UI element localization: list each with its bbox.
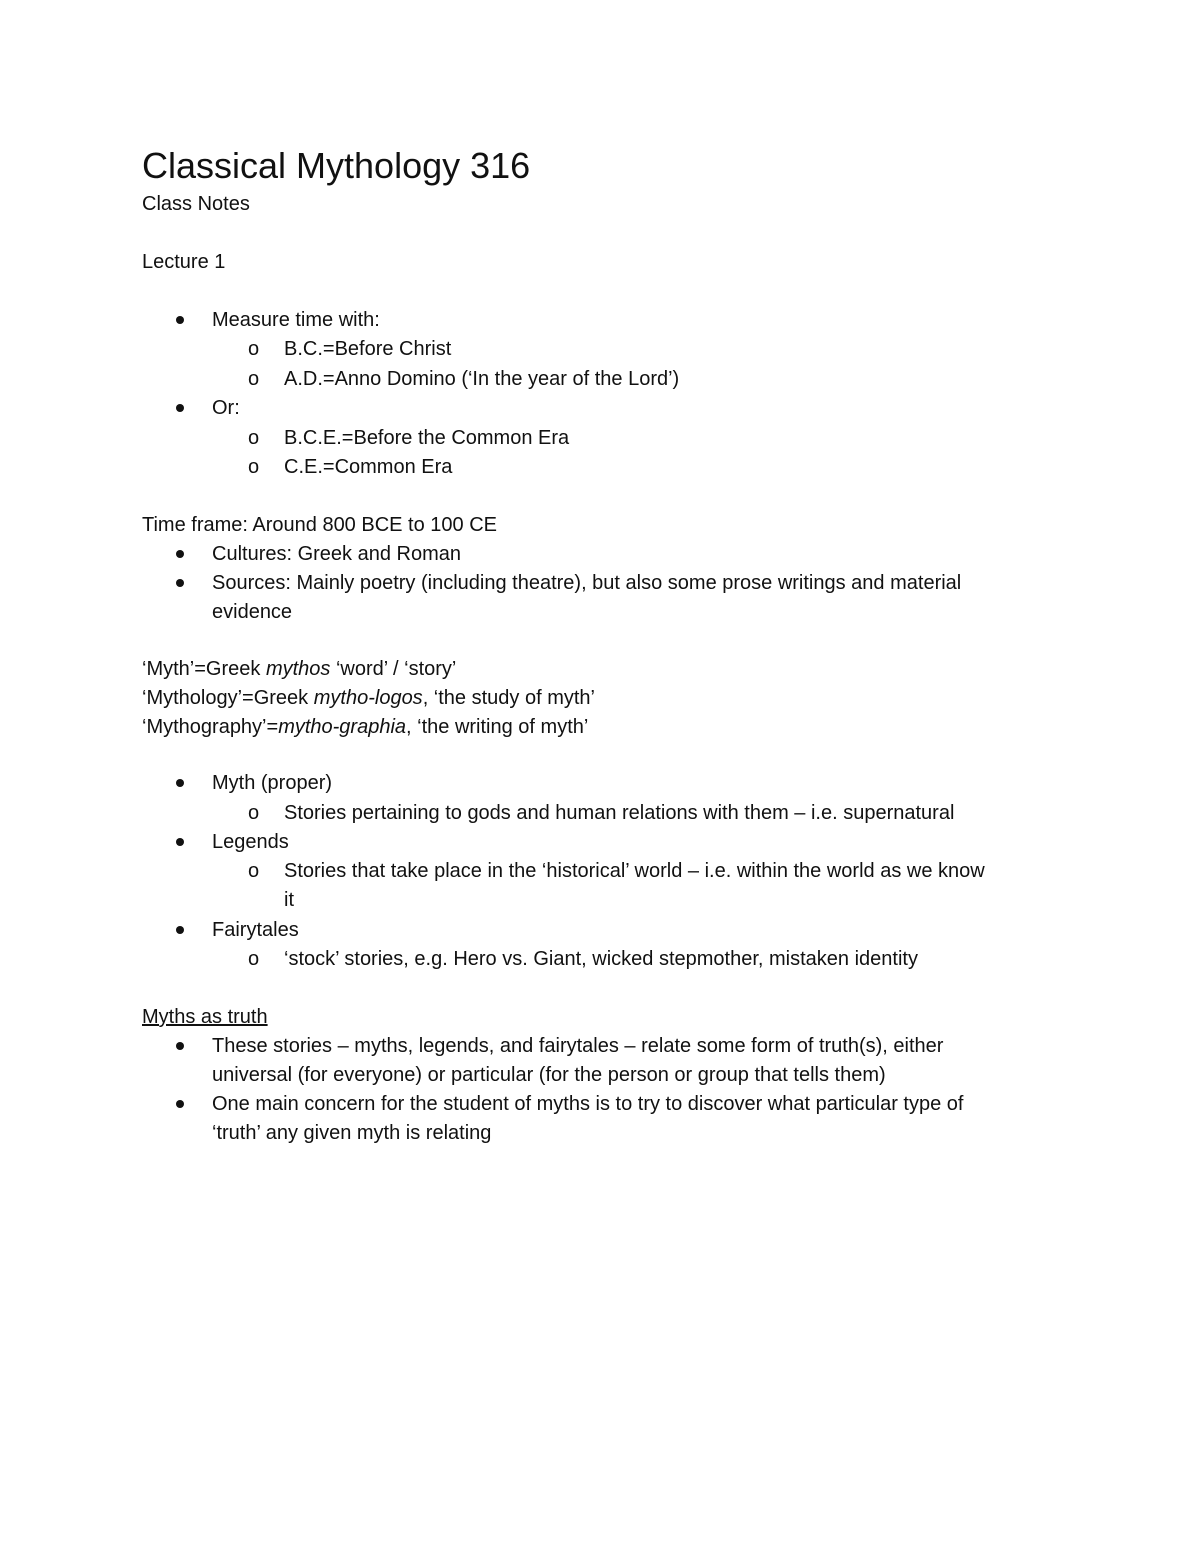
definition-myth — [142, 655, 456, 684]
bullet-dot-icon — [176, 316, 184, 324]
list-item: Stories that take place in the ‘historical’ world – i.e. within the world as we know — [284, 860, 985, 882]
document-subtitle: Class Notes — [142, 193, 250, 215]
list-item-continuation: universal (for everyone) or particular (for the person or group that tells them) — [212, 1064, 886, 1086]
bullet-dot-icon — [176, 550, 184, 558]
circle-bullet-icon: o — [248, 456, 260, 478]
list-item: C.E.=Common Era — [284, 456, 453, 478]
circle-bullet-icon: o — [248, 368, 260, 390]
definition-term: mytho-graphia — [278, 716, 407, 738]
bullet-dot-icon — [176, 926, 184, 934]
list-item: Legends — [212, 831, 289, 853]
definition-text: , ‘the writing of myth’ — [406, 716, 589, 738]
lecture-heading: Lecture 1 — [142, 251, 226, 273]
list-item: These stories – myths, legends, and fairytales – relate some form of truth(s), either — [212, 1035, 944, 1057]
circle-bullet-icon: o — [248, 802, 260, 824]
definition-text: ‘Myth’=Greek — [142, 658, 266, 680]
list-item-continuation: ‘truth’ any given myth is relating — [212, 1122, 492, 1144]
list-item: Fairytales — [212, 919, 299, 941]
list-item: B.C.=Before Christ — [284, 338, 452, 360]
list-item: ‘stock’ stories, e.g. Hero vs. Giant, wicked stepmother, mistaken identity — [284, 948, 918, 970]
list-item: One main concern for the student of myths is to try to discover what particular type of — [212, 1093, 964, 1115]
document-title: Classical Mythology 316 — [142, 145, 531, 186]
definition-mythography — [142, 713, 588, 742]
bullet-dot-icon — [176, 779, 184, 787]
definition-text: ‘word’ / ‘story’ — [330, 658, 457, 680]
circle-bullet-icon: o — [248, 860, 260, 882]
bullet-dot-icon — [176, 404, 184, 412]
bullet-dot-icon — [176, 1100, 184, 1108]
definition-text: ‘Mythography’= — [142, 716, 279, 738]
circle-bullet-icon: o — [248, 338, 260, 360]
list-item: Stories pertaining to gods and human relations with them – i.e. supernatural — [284, 802, 955, 824]
definition-text: ‘Mythology’=Greek — [142, 687, 314, 709]
definition-text: , ‘the study of myth’ — [422, 687, 595, 709]
circle-bullet-icon: o — [248, 427, 260, 449]
definition-mythology — [142, 684, 595, 713]
circle-bullet-icon: o — [248, 948, 260, 970]
list-item-continuation: evidence — [212, 601, 293, 623]
list-item: Or: — [212, 397, 240, 419]
list-item-continuation: it — [284, 889, 294, 911]
list-item: A.D.=Anno Domino (‘In the year of the Lord’) — [284, 368, 680, 390]
list-item: Myth (proper) — [212, 772, 333, 794]
definition-term: mytho-logos — [313, 687, 423, 709]
section-heading: Myths as truth — [142, 1006, 268, 1028]
bullet-dot-icon — [176, 838, 184, 846]
bullet-dot-icon — [176, 1042, 184, 1050]
list-item: B.C.E.=Before the Common Era — [284, 427, 570, 449]
bullet-dot-icon — [176, 579, 184, 587]
definition-term: mythos — [265, 658, 331, 680]
list-item: Measure time with: — [212, 309, 380, 331]
list-item: Cultures: Greek and Roman — [212, 543, 462, 565]
list-item: Sources: Mainly poetry (including theatre), but also some prose writings and material — [212, 572, 962, 594]
time-frame-heading: Time frame: Around 800 BCE to 100 CE — [142, 514, 497, 536]
